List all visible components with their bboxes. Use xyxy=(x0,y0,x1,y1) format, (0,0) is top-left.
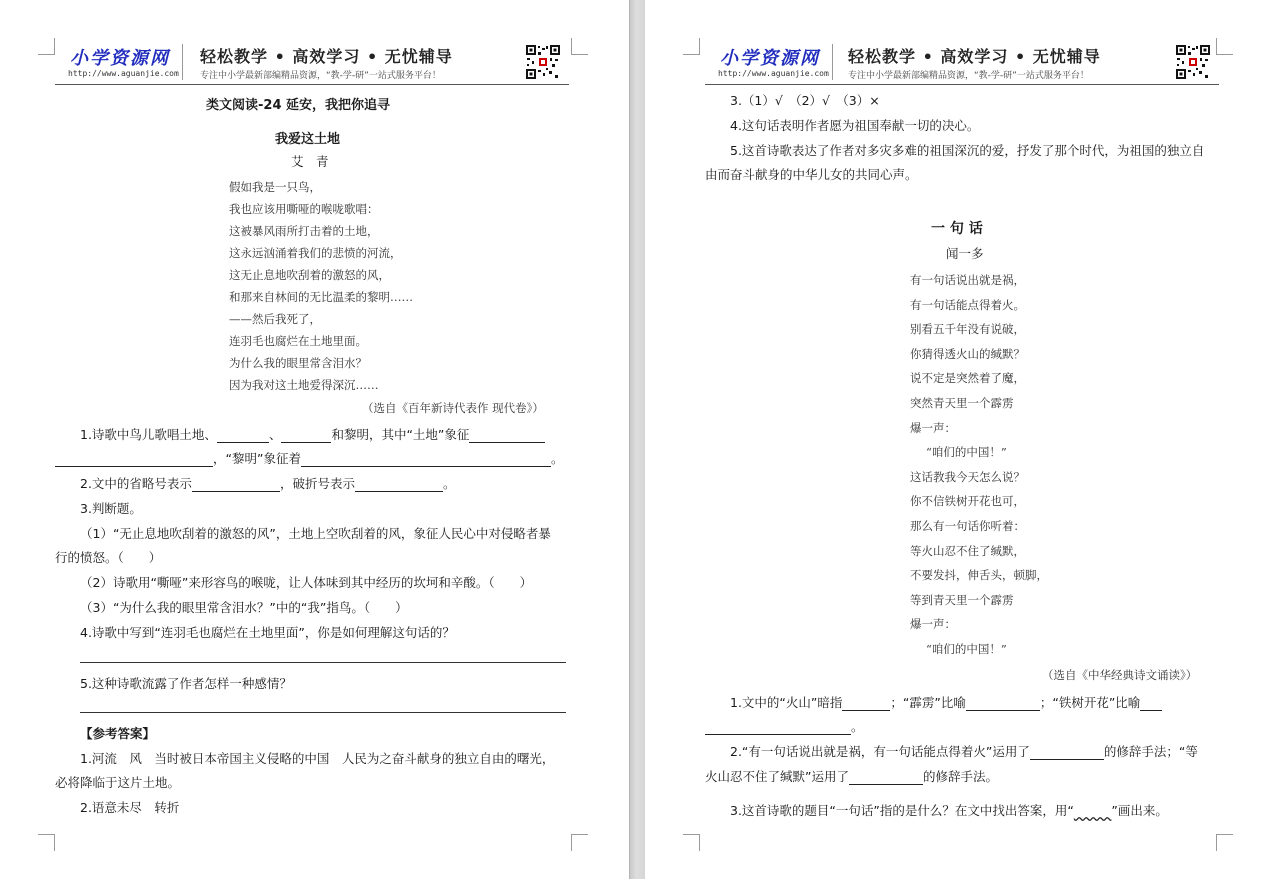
header-rule xyxy=(55,84,569,85)
poem-line: 等到青天里一个霹雳 xyxy=(910,592,1014,607)
question-text: ”画出来。 xyxy=(1111,803,1168,818)
wavy-underline-sample xyxy=(1074,803,1112,818)
poem-author: 闻一多 xyxy=(946,246,984,261)
question-text: 、 xyxy=(268,427,282,442)
poem-source: （选自《百年新诗代表作 现代卷》） xyxy=(362,401,544,415)
poem-line: 这话教我今天怎么说？ xyxy=(910,469,1025,484)
poem-line: 有一句话说出就是祸， xyxy=(910,273,1025,287)
answer-blank[interactable] xyxy=(355,479,443,492)
poem-line: 和那来自林间的无比温柔的黎明…… xyxy=(229,290,413,304)
site-logo[interactable]: 小学资源网 xyxy=(70,48,170,69)
poem-line: 这无止息地吹刮着的激怒的风， xyxy=(229,268,390,282)
page-title: 类文阅读-24 延安，我把你追寻 xyxy=(206,98,391,113)
answer-blank[interactable] xyxy=(301,454,551,467)
poem-line: 我也应该用嘶哑的喉咙歌唱： xyxy=(229,202,379,216)
question-text: 和黎明，其中“土地”象征 xyxy=(331,427,470,442)
poem-line: “咱们的中国！” xyxy=(926,445,1007,460)
answer-blank[interactable] xyxy=(1030,747,1104,760)
poem-line: 这永远汹涌着我们的悲愤的河流， xyxy=(229,246,402,260)
question-text: 火山忍不住了缄默”运用了 xyxy=(705,769,849,784)
answer-blank[interactable] xyxy=(192,479,280,492)
right-page xyxy=(645,0,1274,879)
question-text: 。 xyxy=(442,476,456,491)
answer-blank[interactable] xyxy=(217,430,269,443)
question-2 xyxy=(730,742,1198,760)
question-1-cont xyxy=(705,717,864,735)
question-text: 2.文中的省略号表示 xyxy=(80,476,192,491)
poem-line: 不要发抖，伸舌头，顿脚， xyxy=(910,568,1048,583)
qr-code-icon xyxy=(1175,44,1211,80)
answer-blank[interactable] xyxy=(55,454,213,467)
question-text: 的修辞手法；“等 xyxy=(1103,744,1198,759)
poem-author: 艾 青 xyxy=(291,154,329,169)
answer-5: 5.这首诗歌表达了作者对多灾多难的祖国深沉的爱，抒发了那个时代，为祖国的独立自 xyxy=(730,143,1205,158)
header-slogan: 轻松教学 • 高效学习 • 无忧辅导 xyxy=(848,47,1101,66)
answer-2: 2.语意未尽 转折 xyxy=(80,800,180,815)
crop-mark xyxy=(571,834,588,851)
question-3-2: （2）诗歌用“嘶哑”来形容鸟的喉咙，让人体味到其中经历的坎坷和辛酸。（ ） xyxy=(80,575,533,590)
poem-body xyxy=(229,176,413,396)
question-1 xyxy=(730,693,1162,711)
poem-line: 你不信铁树开花也可， xyxy=(910,494,1025,509)
question-1-cont xyxy=(55,449,563,467)
question-text: 2.“有一句话说出就是祸，有一句话能点得着火”运用了 xyxy=(730,744,1030,759)
answer-blank[interactable] xyxy=(1140,698,1162,711)
poem-line: 有一句话能点得着火。 xyxy=(910,297,1025,312)
crop-mark xyxy=(1216,38,1233,55)
answer-blank[interactable] xyxy=(469,430,545,443)
question-text: 1.文中的“火山”暗指 xyxy=(730,695,843,710)
answer-blank[interactable] xyxy=(281,430,331,443)
question-4: 4.诗歌中写到“连羽毛也腐烂在土地里面”，你是如何理解这句话的？ xyxy=(80,625,455,640)
poem-line: “咱们的中国！” xyxy=(926,641,1007,656)
poem-line: 你猜得透火山的缄默？ xyxy=(910,346,1025,361)
poem-line: 别看五千年没有说破， xyxy=(910,322,1025,337)
crop-mark xyxy=(38,38,55,55)
crop-mark xyxy=(683,38,700,55)
answer-blank[interactable] xyxy=(966,698,1040,711)
answer-5-cont: 由而奋斗献身的中华儿女的共同心声。 xyxy=(705,167,918,182)
answer-1-cont: 必将降临于这片土地。 xyxy=(55,775,181,790)
question-5: 5.这种诗歌流露了作者怎样一种感情？ xyxy=(80,676,292,691)
header-slogan: 轻松教学 • 高效学习 • 无忧辅导 xyxy=(200,47,453,66)
poem-line: ——然后我死了， xyxy=(229,312,321,326)
answer-4: 4.这句话表明作者愿为祖国奉献一切的决心。 xyxy=(730,118,980,133)
question-2 xyxy=(80,474,455,492)
answer-blank[interactable] xyxy=(842,698,890,711)
crop-mark xyxy=(38,834,55,851)
question-text: ，“黎明”象征着 xyxy=(213,451,301,466)
question-text: 3.这首诗歌的题目“一句话”指的是什么？在文中找出答案，用“ xyxy=(730,803,1074,818)
question-3: 3.判断题。 xyxy=(80,501,142,516)
answer-line[interactable] xyxy=(80,662,566,663)
answer-blank[interactable] xyxy=(849,772,923,785)
question-3 xyxy=(730,801,1168,819)
poem-source: （选自《中华经典诗文诵读》） xyxy=(1042,668,1198,682)
poem-title: 一 句 话 xyxy=(931,221,983,237)
poem-title: 我爱这土地 xyxy=(275,132,341,147)
poem-line: 因为我对这土地爱得深沉…… xyxy=(229,378,379,392)
question-3-1-cont: 行的愤怒。（ ） xyxy=(55,550,162,565)
left-page xyxy=(0,0,629,879)
crop-mark xyxy=(571,38,588,55)
poem-line: 说不定是突然着了魔， xyxy=(910,371,1025,386)
poem-line: 突然青天里一个霹雳 xyxy=(910,395,1014,410)
header-divider xyxy=(832,44,833,80)
poem-line: 爆一声： xyxy=(910,617,956,632)
question-text: 。 xyxy=(550,451,564,466)
question-3-1: （1）“无止息地吹刮着的激怒的风”，土地上空吹刮着的风，象征人民心中对侵略者暴 xyxy=(80,526,551,541)
poem-body xyxy=(910,268,1048,662)
poem-line: 那么有一句话你听着： xyxy=(910,518,1025,533)
answer-line[interactable] xyxy=(80,712,566,713)
answer-1: 1.河流 风 当时被日本帝国主义侵略的中国 人民为之奋斗献身的独立自由的曙光， xyxy=(80,751,555,766)
question-text: ；“霹雳”比喻 xyxy=(890,695,966,710)
poem-line: 爆一声： xyxy=(910,420,956,435)
question-2-cont xyxy=(705,767,998,785)
question-text: 。 xyxy=(851,719,864,734)
answer-3: 3.（1）√ （2）√ （3）× xyxy=(730,93,880,108)
header-subtitle: 专注中小学最新部编精品资源，“教-学-研”一站式服务平台！ xyxy=(848,71,1089,81)
crop-mark xyxy=(1216,834,1233,851)
poem-line: 这被暴风雨所打击着的土地， xyxy=(229,224,379,238)
header-divider xyxy=(182,44,183,80)
header-rule xyxy=(705,84,1219,85)
question-1 xyxy=(80,425,545,443)
crop-mark xyxy=(683,834,700,851)
header-subtitle: 专注中小学最新部编精品资源，“教-学-研”一站式服务平台！ xyxy=(200,71,441,81)
poem-line: 假如我是一只鸟， xyxy=(229,180,321,194)
question-text: ；“铁树开花”比喻 xyxy=(1039,695,1141,710)
site-logo[interactable]: 小学资源网 xyxy=(720,48,820,69)
poem-line: 连羽毛也腐烂在土地里面。 xyxy=(229,334,367,348)
poem-line: 为什么我的眼里常含泪水？ xyxy=(229,356,367,370)
question-text: ，破折号表示 xyxy=(279,476,355,491)
question-text: 1.诗歌中鸟儿歌唱土地、 xyxy=(80,427,217,442)
answers-heading: 【参考答案】 xyxy=(80,726,156,741)
poem-line: 等火山忍不住了缄默， xyxy=(910,543,1025,558)
question-text: 的修辞手法。 xyxy=(922,769,998,784)
answer-blank[interactable] xyxy=(705,722,851,735)
qr-code-icon xyxy=(525,44,561,80)
site-url[interactable]: http://www.aguanjie.com xyxy=(68,69,179,78)
question-3-3: （3）“为什么我的眼里常含泪水？”中的“我”指鸟。（ ） xyxy=(80,600,408,615)
site-url[interactable]: http://www.aguanjie.com xyxy=(718,69,829,78)
